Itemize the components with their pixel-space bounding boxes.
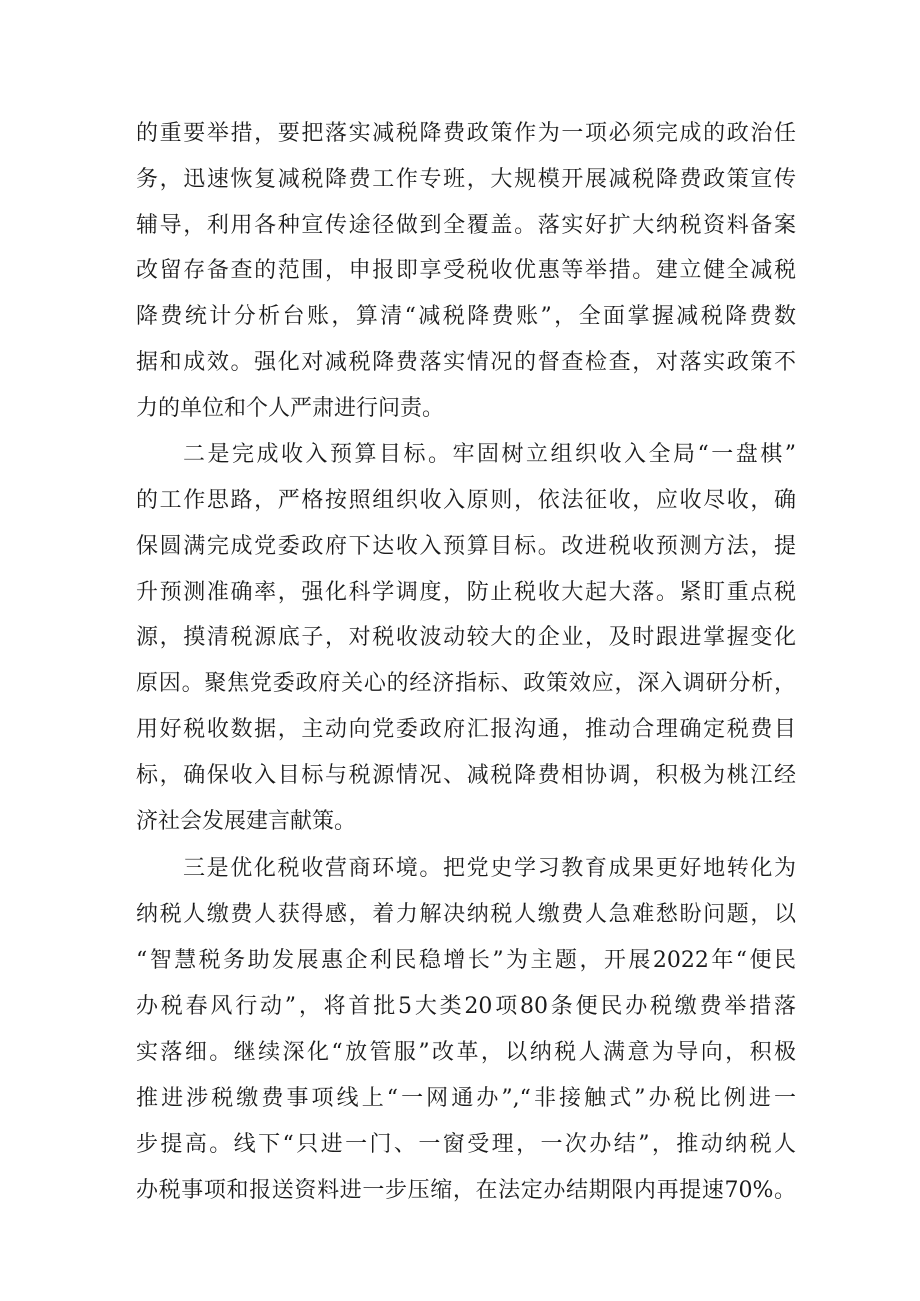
text-line: 纳税人缴费人获得感，着力解决纳税人缴费人急难愁盼问题，以 bbox=[136, 902, 796, 927]
text-line: 务，迅速恢复减税降费工作专班，大规模开展减税降费政策宣传 bbox=[136, 167, 796, 192]
text-line: 据和成效。强化对减税降费落实情况的督查检查，对落实政策不 bbox=[136, 350, 796, 375]
text-line: 标，确保收入目标与税源情况、减税降费相协调，积极为桃江经 bbox=[136, 763, 796, 788]
text-line: 原因。聚焦党委政府关心的经济指标、政策效应，深入调研分析， bbox=[136, 671, 796, 696]
paragraph-heading-line: 二是完成收入预算目标。牢固树立组织收入全局“一盘棋” bbox=[183, 442, 796, 467]
text-line: “智慧税务助发展惠企利民稳增长”为主题，开展2022年“便民 bbox=[136, 948, 796, 973]
text-line: 步提高。线下“只进一门、一窗受理，一次办结”，推动纳税人 bbox=[136, 1132, 796, 1157]
text-line: 辅导，利用各种宣传途径做到全覆盖。落实好扩大纳税资料备案 bbox=[136, 213, 796, 238]
paragraph-heading-line: 三是优化税收营商环境。把党史学习教育成果更好地转化为 bbox=[183, 856, 796, 881]
text-line: 源，摸清税源底子，对税收波动较大的企业，及时跟进掌握变化 bbox=[136, 625, 796, 650]
text-line: 用好税收数据，主动向党委政府汇报沟通，推动合理确定税费目 bbox=[136, 717, 796, 742]
text-line: 办税事项和报送资料进一步压缩，在法定办结期限内再提速70%。 bbox=[136, 1178, 796, 1203]
text-line: 力的单位和个人严肃进行问责。 bbox=[136, 396, 445, 421]
text-line: 济社会发展建言献策。 bbox=[136, 809, 357, 834]
text-line: 实落细。继续深化“放管服”改革，以纳税人满意为导向，积极 bbox=[136, 1040, 796, 1065]
text-line: 保圆满完成党委政府下达收入预算目标。改进税收预测方法，提 bbox=[136, 534, 796, 559]
text-line: 推进涉税缴费事项线上“一网通办”,“非接触式”办税比例进一 bbox=[136, 1086, 796, 1111]
text-line: 的重要举措，要把落实减税降费政策作为一项必须完成的政治任 bbox=[136, 121, 796, 146]
text-line: 升预测准确率，强化科学调度，防止税收大起大落。紧盯重点税 bbox=[136, 580, 796, 605]
text-line: 改留存备查的范围，申报即享受税收优惠等举措。建立健全减税 bbox=[136, 258, 796, 283]
text-line: 降费统计分析台账，算清“减税降费账”，全面掌握减税降费数 bbox=[136, 304, 796, 329]
text-line: 办税春风行动”，将首批5大类20项80条便民办税缴费举措落 bbox=[136, 994, 796, 1019]
text-line: 的工作思路，严格按照组织收入原则，依法征收，应收尽收，确 bbox=[136, 488, 796, 513]
